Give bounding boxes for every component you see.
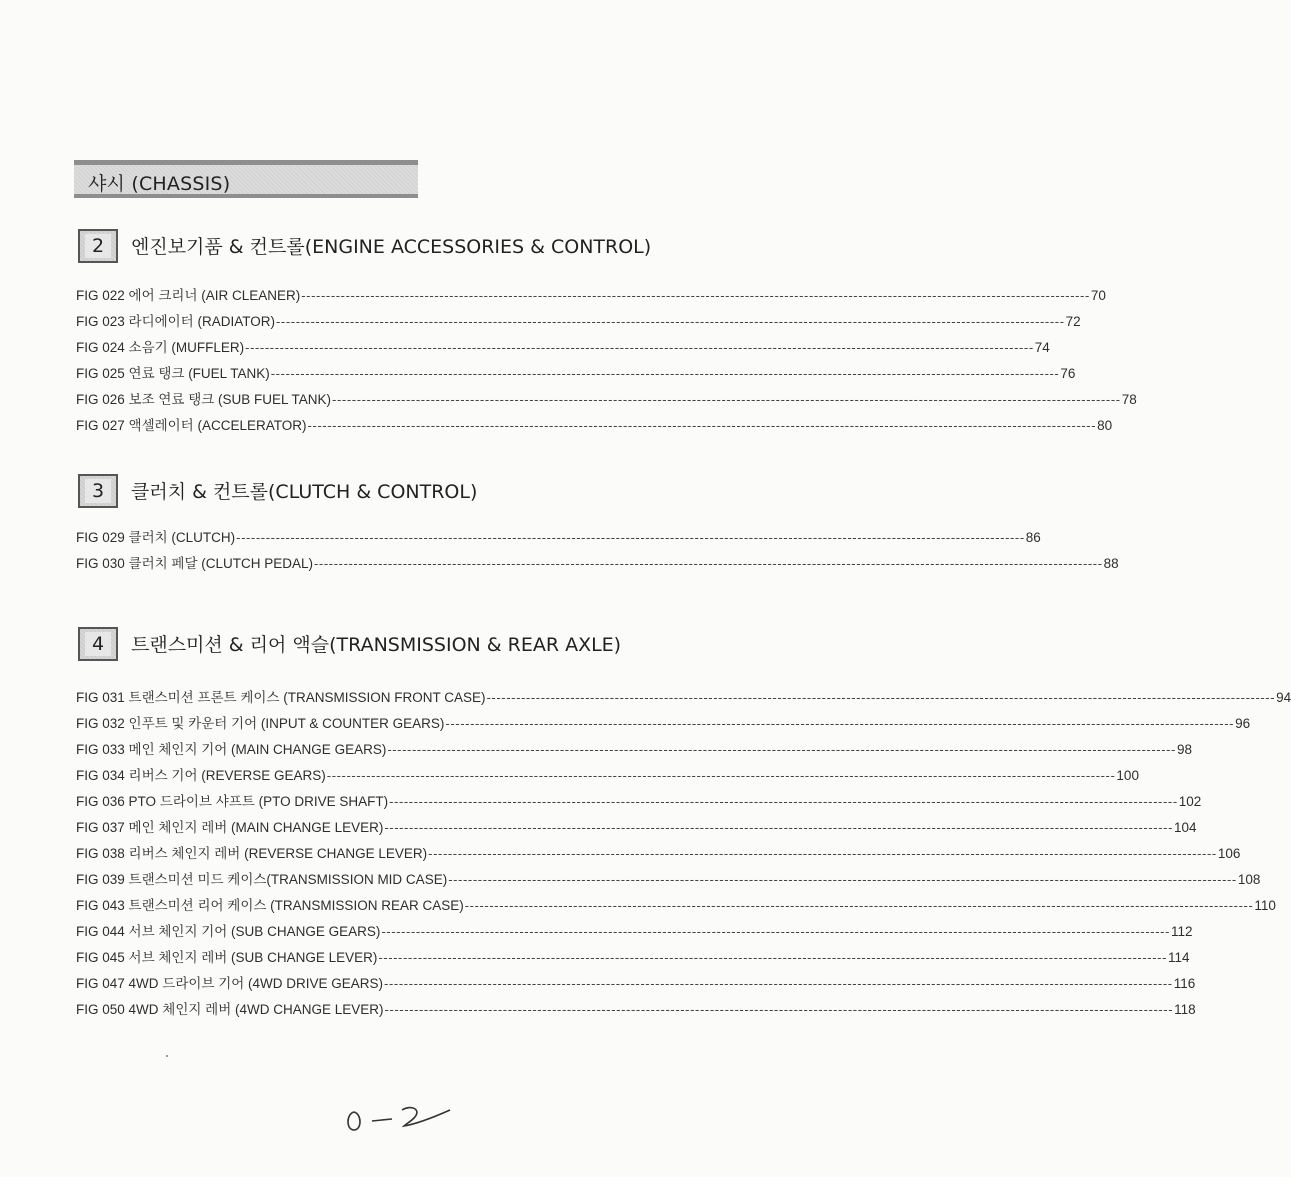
section-title: 클러치 & 컨트롤(CLUTCH & CONTROL): [131, 481, 478, 503]
dash-leader: ----------------------------------------------------------------------------------------------------------------------------------------------------------------: [448, 872, 1237, 887]
toc-entry: [76, 526, 1041, 552]
toc-entry: [76, 920, 1193, 946]
toc-entry: [76, 738, 1193, 764]
dash-leader: ----------------------------------------------------------------------------------------------------------------------------------------------------------------: [387, 742, 1176, 757]
dash-leader: ----------------------------------------------------------------------------------------------------------------------------------------------------------------: [428, 846, 1217, 861]
dash-leader: ----------------------------------------------------------------------------------------------------------------------------------------------------------------: [326, 768, 1116, 783]
toc-entry-page-number: 98: [1176, 742, 1193, 757]
toc-entry-label: FIG 023 라디에이터 (RADIATOR): [76, 314, 275, 329]
section-title: 엔진보기품 & 컨트롤(ENGINE ACCESSORIES & CONTROL): [131, 236, 652, 258]
toc-entry-label: FIG 024 소음기 (MUFFLER): [76, 340, 245, 355]
toc-entry-page-number: 76: [1060, 366, 1076, 381]
dash-leader: ----------------------------------------------------------------------------------------------------------------------------------------------------------------: [378, 950, 1167, 965]
dash-leader: ----------------------------------------------------------------------------------------------------------------------------------------------------------------: [384, 976, 1173, 991]
toc-entry-page-number: 88: [1103, 556, 1119, 571]
toc-entry-page-number: 110: [1254, 898, 1276, 913]
toc-entry-page-number: 78: [1121, 392, 1137, 407]
section-number-box: [78, 229, 118, 263]
toc-entry-label: FIG 032 인푸트 및 카운터 기어 (INPUT & COUNTER GEARS): [76, 716, 445, 731]
toc-entry-label: FIG 026 보조 연료 탱크 (SUB FUEL TANK): [76, 392, 332, 407]
toc-entry: [76, 336, 1050, 362]
toc-entry-label: FIG 033 메인 체인지 기어 (MAIN CHANGE GEARS): [76, 742, 387, 757]
toc-entry: [76, 284, 1106, 310]
toc-entry-page-number: 94: [1276, 690, 1291, 705]
dash-leader: ----------------------------------------------------------------------------------------------------------------------------------------------------------------: [314, 556, 1103, 571]
toc-entry-page-number: 104: [1174, 820, 1197, 835]
dash-leader: ----------------------------------------------------------------------------------------------------------------------------------------------------------------: [236, 530, 1025, 545]
section-number: 4: [91, 633, 105, 655]
toc-entry: [76, 894, 1276, 920]
toc-entry: [76, 998, 1196, 1024]
scan-speck: [166, 1055, 168, 1057]
dash-leader: ----------------------------------------------------------------------------------------------------------------------------------------------------------------: [486, 690, 1276, 705]
toc-entry: [76, 972, 1196, 998]
dash-leader: ----------------------------------------------------------------------------------------------------------------------------------------------------------------: [445, 716, 1235, 731]
toc-entry-page-number: 102: [1178, 794, 1202, 809]
dash-leader: ----------------------------------------------------------------------------------------------------------------------------------------------------------------: [464, 898, 1254, 913]
toc-entry: [76, 712, 1251, 738]
toc-entry: [76, 362, 1076, 388]
dash-leader: ----------------------------------------------------------------------------------------------------------------------------------------------------------------: [245, 340, 1034, 355]
toc-entry: [76, 388, 1137, 414]
dash-leader: ----------------------------------------------------------------------------------------------------------------------------------------------------------------: [384, 820, 1173, 835]
toc-entry: [76, 414, 1113, 440]
section-number-box: [78, 474, 118, 508]
toc-entry-page-number: 106: [1217, 846, 1241, 861]
dash-leader: ----------------------------------------------------------------------------------------------------------------------------------------------------------------: [332, 392, 1121, 407]
toc-entry-label: FIG 047 4WD 드라이브 기어 (4WD DRIVE GEARS): [76, 976, 384, 991]
section-number: 2: [91, 235, 105, 257]
toc-list-section-4: [76, 686, 1291, 1024]
handwritten-page-mark: [340, 1098, 460, 1138]
toc-entry-label: FIG 031 트랜스미션 프론트 케이스 (TRANSMISSION FRONT CASE): [76, 690, 486, 705]
toc-entry-label: FIG 050 4WD 체인지 레버 (4WD CHANGE LEVER): [76, 1002, 384, 1017]
toc-entry-page-number: 74: [1034, 340, 1050, 355]
toc-entry: [76, 946, 1190, 972]
chapter-title: 샤시 (CHASSIS): [88, 173, 231, 195]
toc-entry-page-number: 118: [1174, 1002, 1196, 1017]
toc-entry: [76, 790, 1202, 816]
toc-entry-label: FIG 038 리버스 체인지 레버 (REVERSE CHANGE LEVER): [76, 846, 428, 861]
dash-leader: ----------------------------------------------------------------------------------------------------------------------------------------------------------------: [270, 366, 1060, 381]
toc-entry-label: FIG 045 서브 체인지 레버 (SUB CHANGE LEVER): [76, 950, 378, 965]
section-number-box: [78, 627, 118, 661]
toc-entry-page-number: 96: [1235, 716, 1251, 731]
dash-leader: ----------------------------------------------------------------------------------------------------------------------------------------------------------------: [307, 418, 1097, 433]
toc-entry: [76, 764, 1139, 790]
toc-entry: [76, 816, 1197, 842]
toc-entry-label: FIG 043 트랜스미션 리어 케이스 (TRANSMISSION REAR CASE): [76, 898, 464, 913]
toc-entry-label: FIG 037 메인 체인지 레버 (MAIN CHANGE LEVER): [76, 820, 384, 835]
dash-leader: ----------------------------------------------------------------------------------------------------------------------------------------------------------------: [384, 1002, 1174, 1017]
toc-entry-label: FIG 036 PTO 드라이브 샤프트 (PTO DRIVE SHAFT): [76, 794, 389, 809]
toc-list-section-2: [76, 284, 1137, 440]
toc-entry-page-number: 100: [1116, 768, 1139, 783]
section-title: 트랜스미션 & 리어 액슬(TRANSMISSION & REAR AXLE): [131, 634, 622, 656]
toc-entry-page-number: 86: [1025, 530, 1041, 545]
toc-entry: [76, 310, 1081, 336]
toc-entry-page-number: 72: [1065, 314, 1081, 329]
toc-entry-page-number: 108: [1237, 872, 1261, 887]
toc-entry-page-number: 80: [1097, 418, 1113, 433]
toc-entry: [76, 842, 1241, 868]
toc-entry-page-number: 70: [1090, 288, 1106, 303]
dash-leader: ----------------------------------------------------------------------------------------------------------------------------------------------------------------: [301, 288, 1090, 303]
toc-entry-label: FIG 025 연료 탱크 (FUEL TANK): [76, 366, 270, 381]
toc-list-section-3: [76, 526, 1119, 578]
toc-entry: [76, 868, 1261, 894]
section-number: 3: [91, 480, 105, 502]
dash-leader: ----------------------------------------------------------------------------------------------------------------------------------------------------------------: [389, 794, 1178, 809]
dash-leader: ----------------------------------------------------------------------------------------------------------------------------------------------------------------: [381, 924, 1170, 939]
dash-leader: ----------------------------------------------------------------------------------------------------------------------------------------------------------------: [275, 314, 1065, 329]
toc-entry-label: FIG 030 클러치 페달 (CLUTCH PEDAL): [76, 556, 313, 571]
toc-entry-label: FIG 029 클러치 (CLUTCH): [76, 530, 236, 545]
chapter-banner: [74, 160, 418, 198]
toc-entry-page-number: 116: [1173, 976, 1196, 991]
toc-entry-label: FIG 022 에어 크리너 (AIR CLEANER): [76, 288, 301, 303]
toc-entry: [76, 552, 1119, 578]
toc-entry-label: FIG 044 서브 체인지 기어 (SUB CHANGE GEARS): [76, 924, 381, 939]
toc-entry: [76, 686, 1291, 712]
toc-entry-label: FIG 027 액셀레이터 (ACCELERATOR): [76, 418, 307, 433]
toc-entry-label: FIG 039 트랜스미션 미드 케이스(TRANSMISSION MID CASE): [76, 872, 448, 887]
toc-entry-page-number: 114: [1168, 950, 1190, 965]
toc-entry-label: FIG 034 리버스 기어 (REVERSE GEARS): [76, 768, 326, 783]
toc-entry-page-number: 112: [1171, 924, 1193, 939]
